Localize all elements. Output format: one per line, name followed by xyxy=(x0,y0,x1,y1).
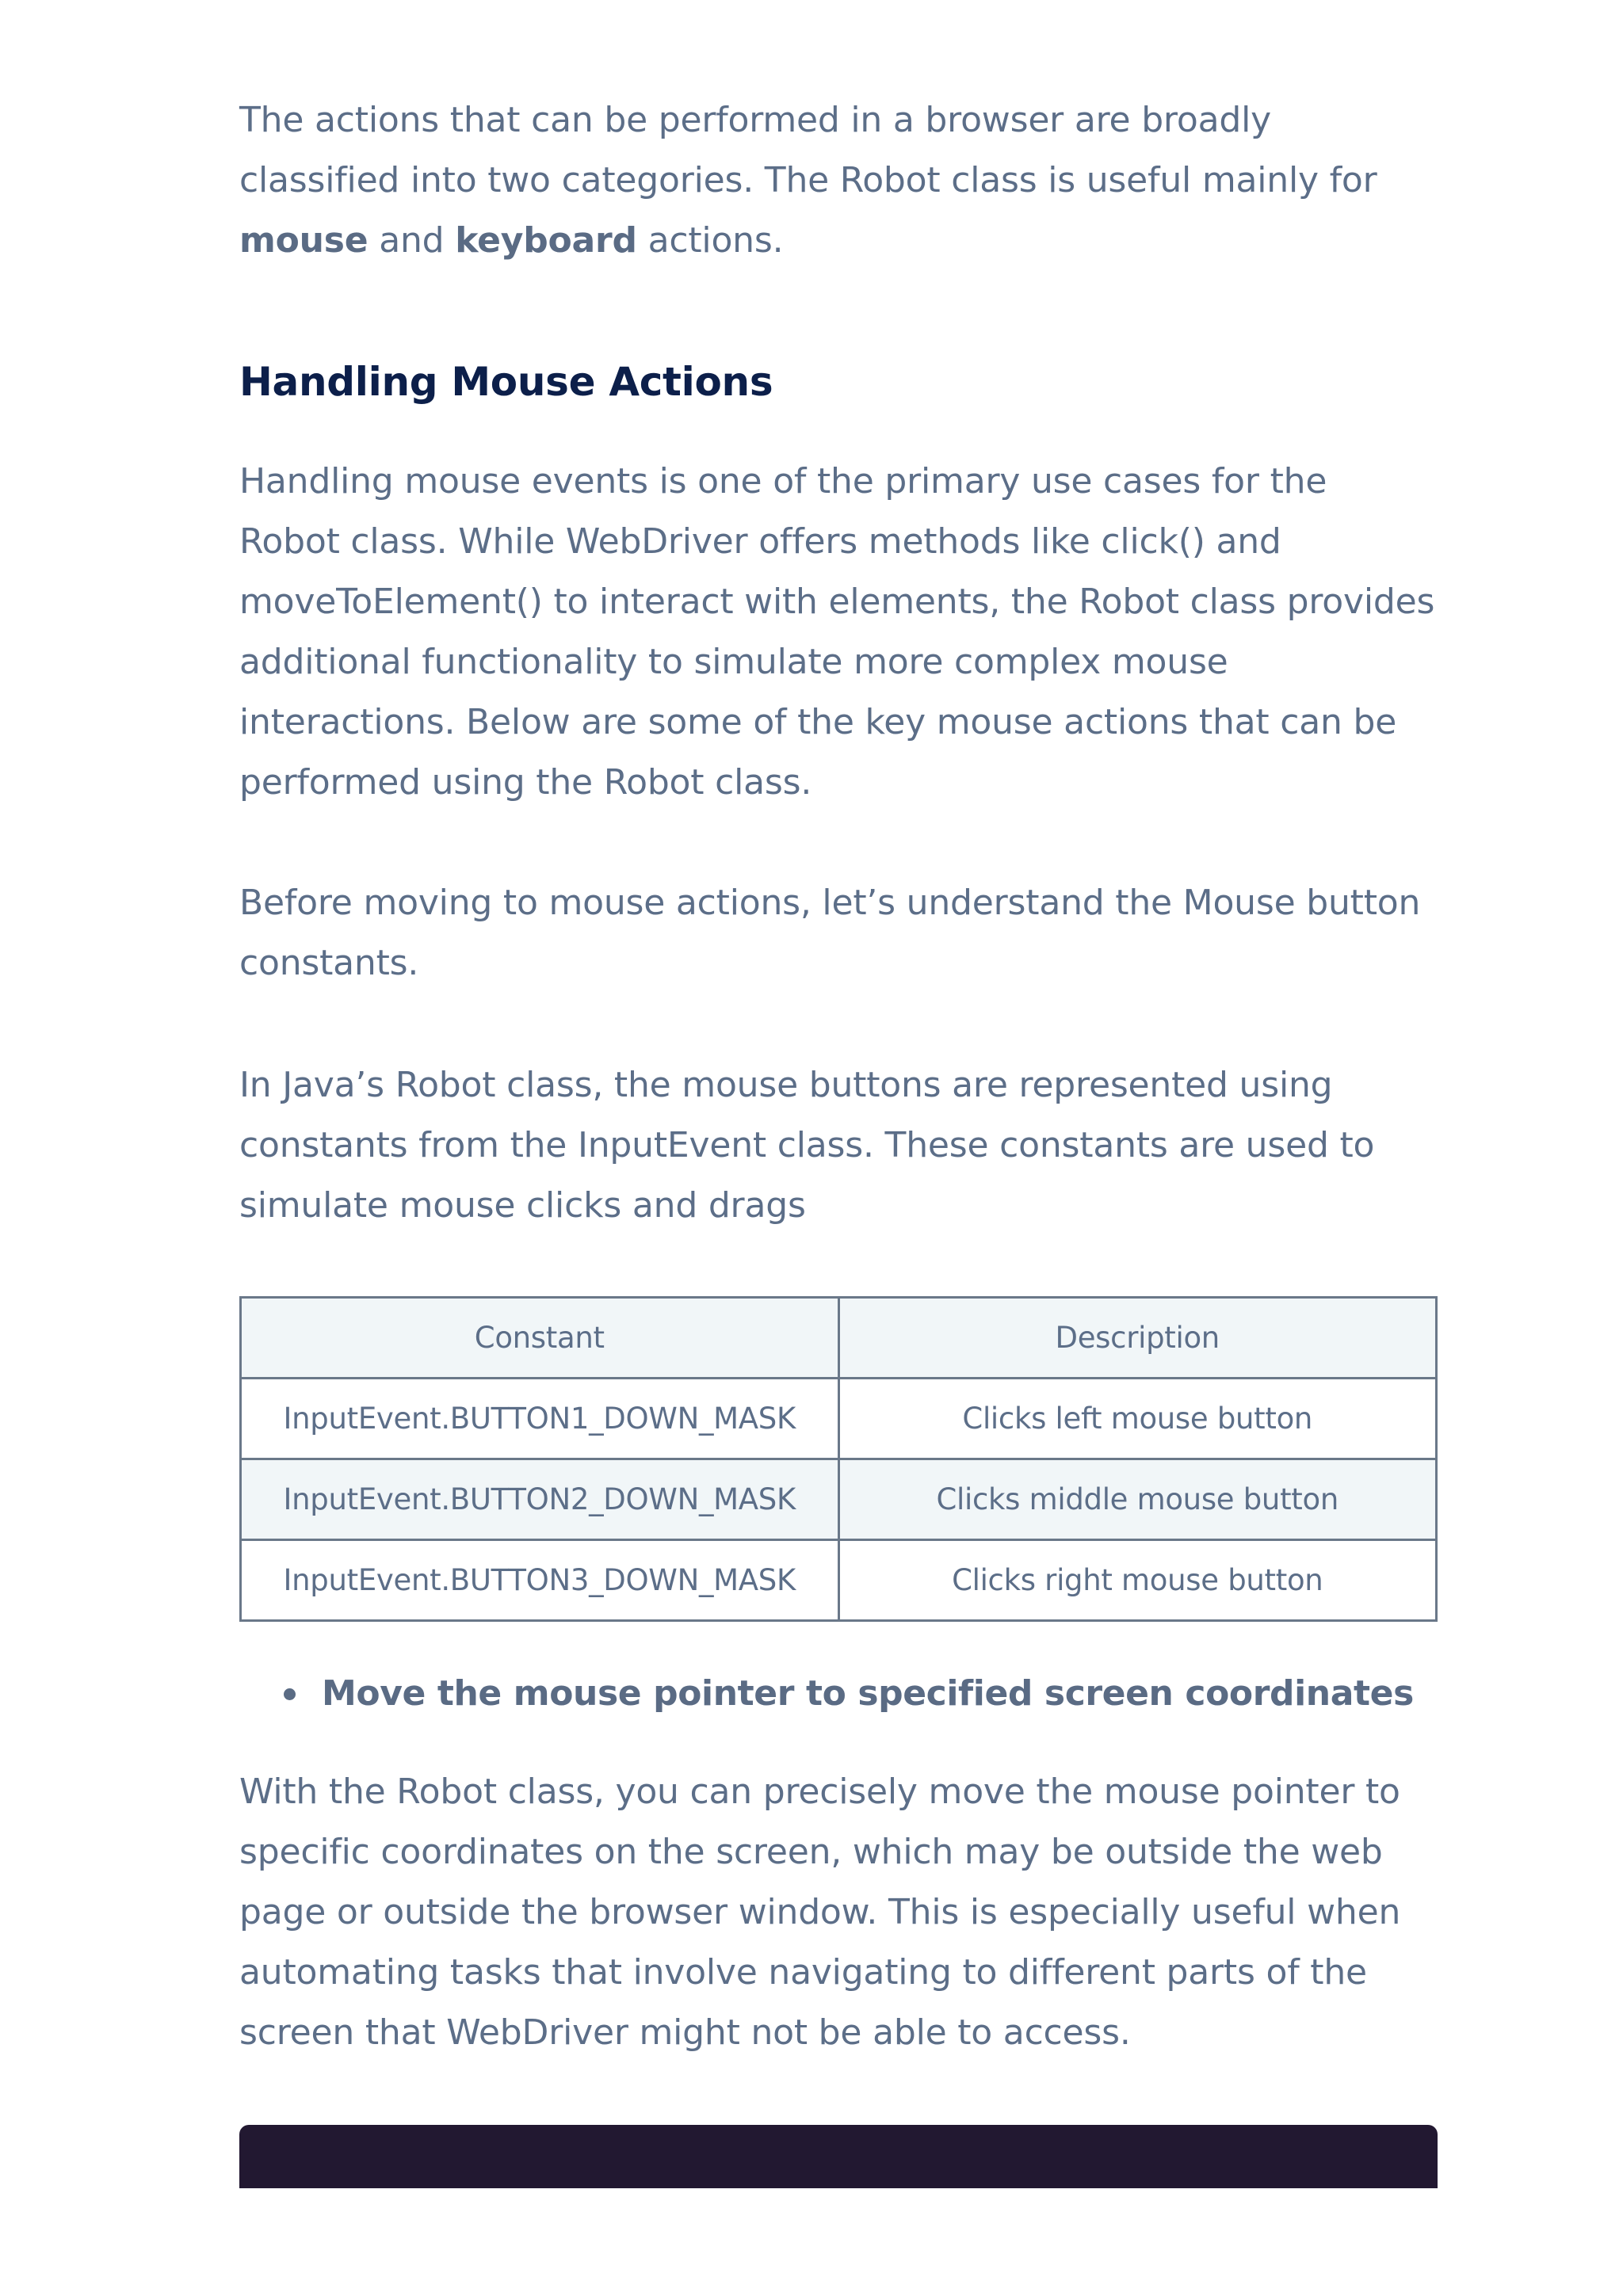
code-block xyxy=(239,2125,1438,2188)
table-cell-constant: InputEvent.BUTTON3_DOWN_MASK xyxy=(241,1540,839,1621)
inputevent-paragraph: In Java’s Robot class, the mouse buttons are represented using constants from the InputEvent class. These constants are used to simulate mouse clicks and drags xyxy=(239,1065,1375,1226)
table-cell-description: Clicks left mouse button xyxy=(838,1379,1437,1459)
section-heading: Handling Mouse Actions xyxy=(239,359,773,405)
table-row xyxy=(241,1459,1437,1540)
table-cell-description: Clicks middle mouse button xyxy=(838,1459,1437,1540)
keyboard-keyword: keyboard xyxy=(455,220,637,261)
mouse-events-paragraph: Handling mouse events is one of the primary use cases for the Robot class. While WebDriver offers methods like click() and moveToElement() to interact with elements, the Robot class provides additional functionality to simulate more complex mouse interactions. Below are some of the key mouse actions that can be performed using the Robot class. xyxy=(239,461,1435,803)
list-item-text: Move the mouse pointer to specified screen coordinates xyxy=(322,1673,1414,1714)
table-header-constant: Constant xyxy=(241,1298,839,1379)
bullet-dot-icon xyxy=(284,1688,296,1700)
table-cell-description: Clicks right mouse button xyxy=(838,1540,1437,1621)
table-row xyxy=(241,1540,1437,1621)
table-header-description: Description xyxy=(838,1298,1437,1379)
intro-paragraph xyxy=(239,90,1438,271)
move-pointer-paragraph: With the Robot class, you can precisely move the mouse pointer to specific coordinates on the screen, which may be outside the web page or outside the browser window. This is especially useful when automating tasks that involve navigating to different parts of the screen that WebDriver might not be able to access. xyxy=(239,1772,1401,2053)
table-header-row xyxy=(241,1298,1437,1379)
mouse-constants-intro-paragraph: Before moving to mouse actions, let’s understand the Mouse button constants. xyxy=(239,883,1421,983)
table-cell-constant: InputEvent.BUTTON2_DOWN_MASK xyxy=(241,1459,839,1540)
intro-text-end: actions. xyxy=(636,220,784,261)
intro-text-and: and xyxy=(368,220,456,261)
list-item xyxy=(322,1664,1438,1724)
mouse-keyword: mouse xyxy=(239,220,369,261)
mouse-button-constants-table xyxy=(239,1296,1438,1622)
bullet-list xyxy=(239,1664,1438,1724)
intro-text-start: The actions that can be performed in a browser are broadly classified into two categories. The Robot class is useful mainly for xyxy=(239,100,1377,200)
table-row xyxy=(241,1379,1437,1459)
table-cell-constant: InputEvent.BUTTON1_DOWN_MASK xyxy=(241,1379,839,1459)
